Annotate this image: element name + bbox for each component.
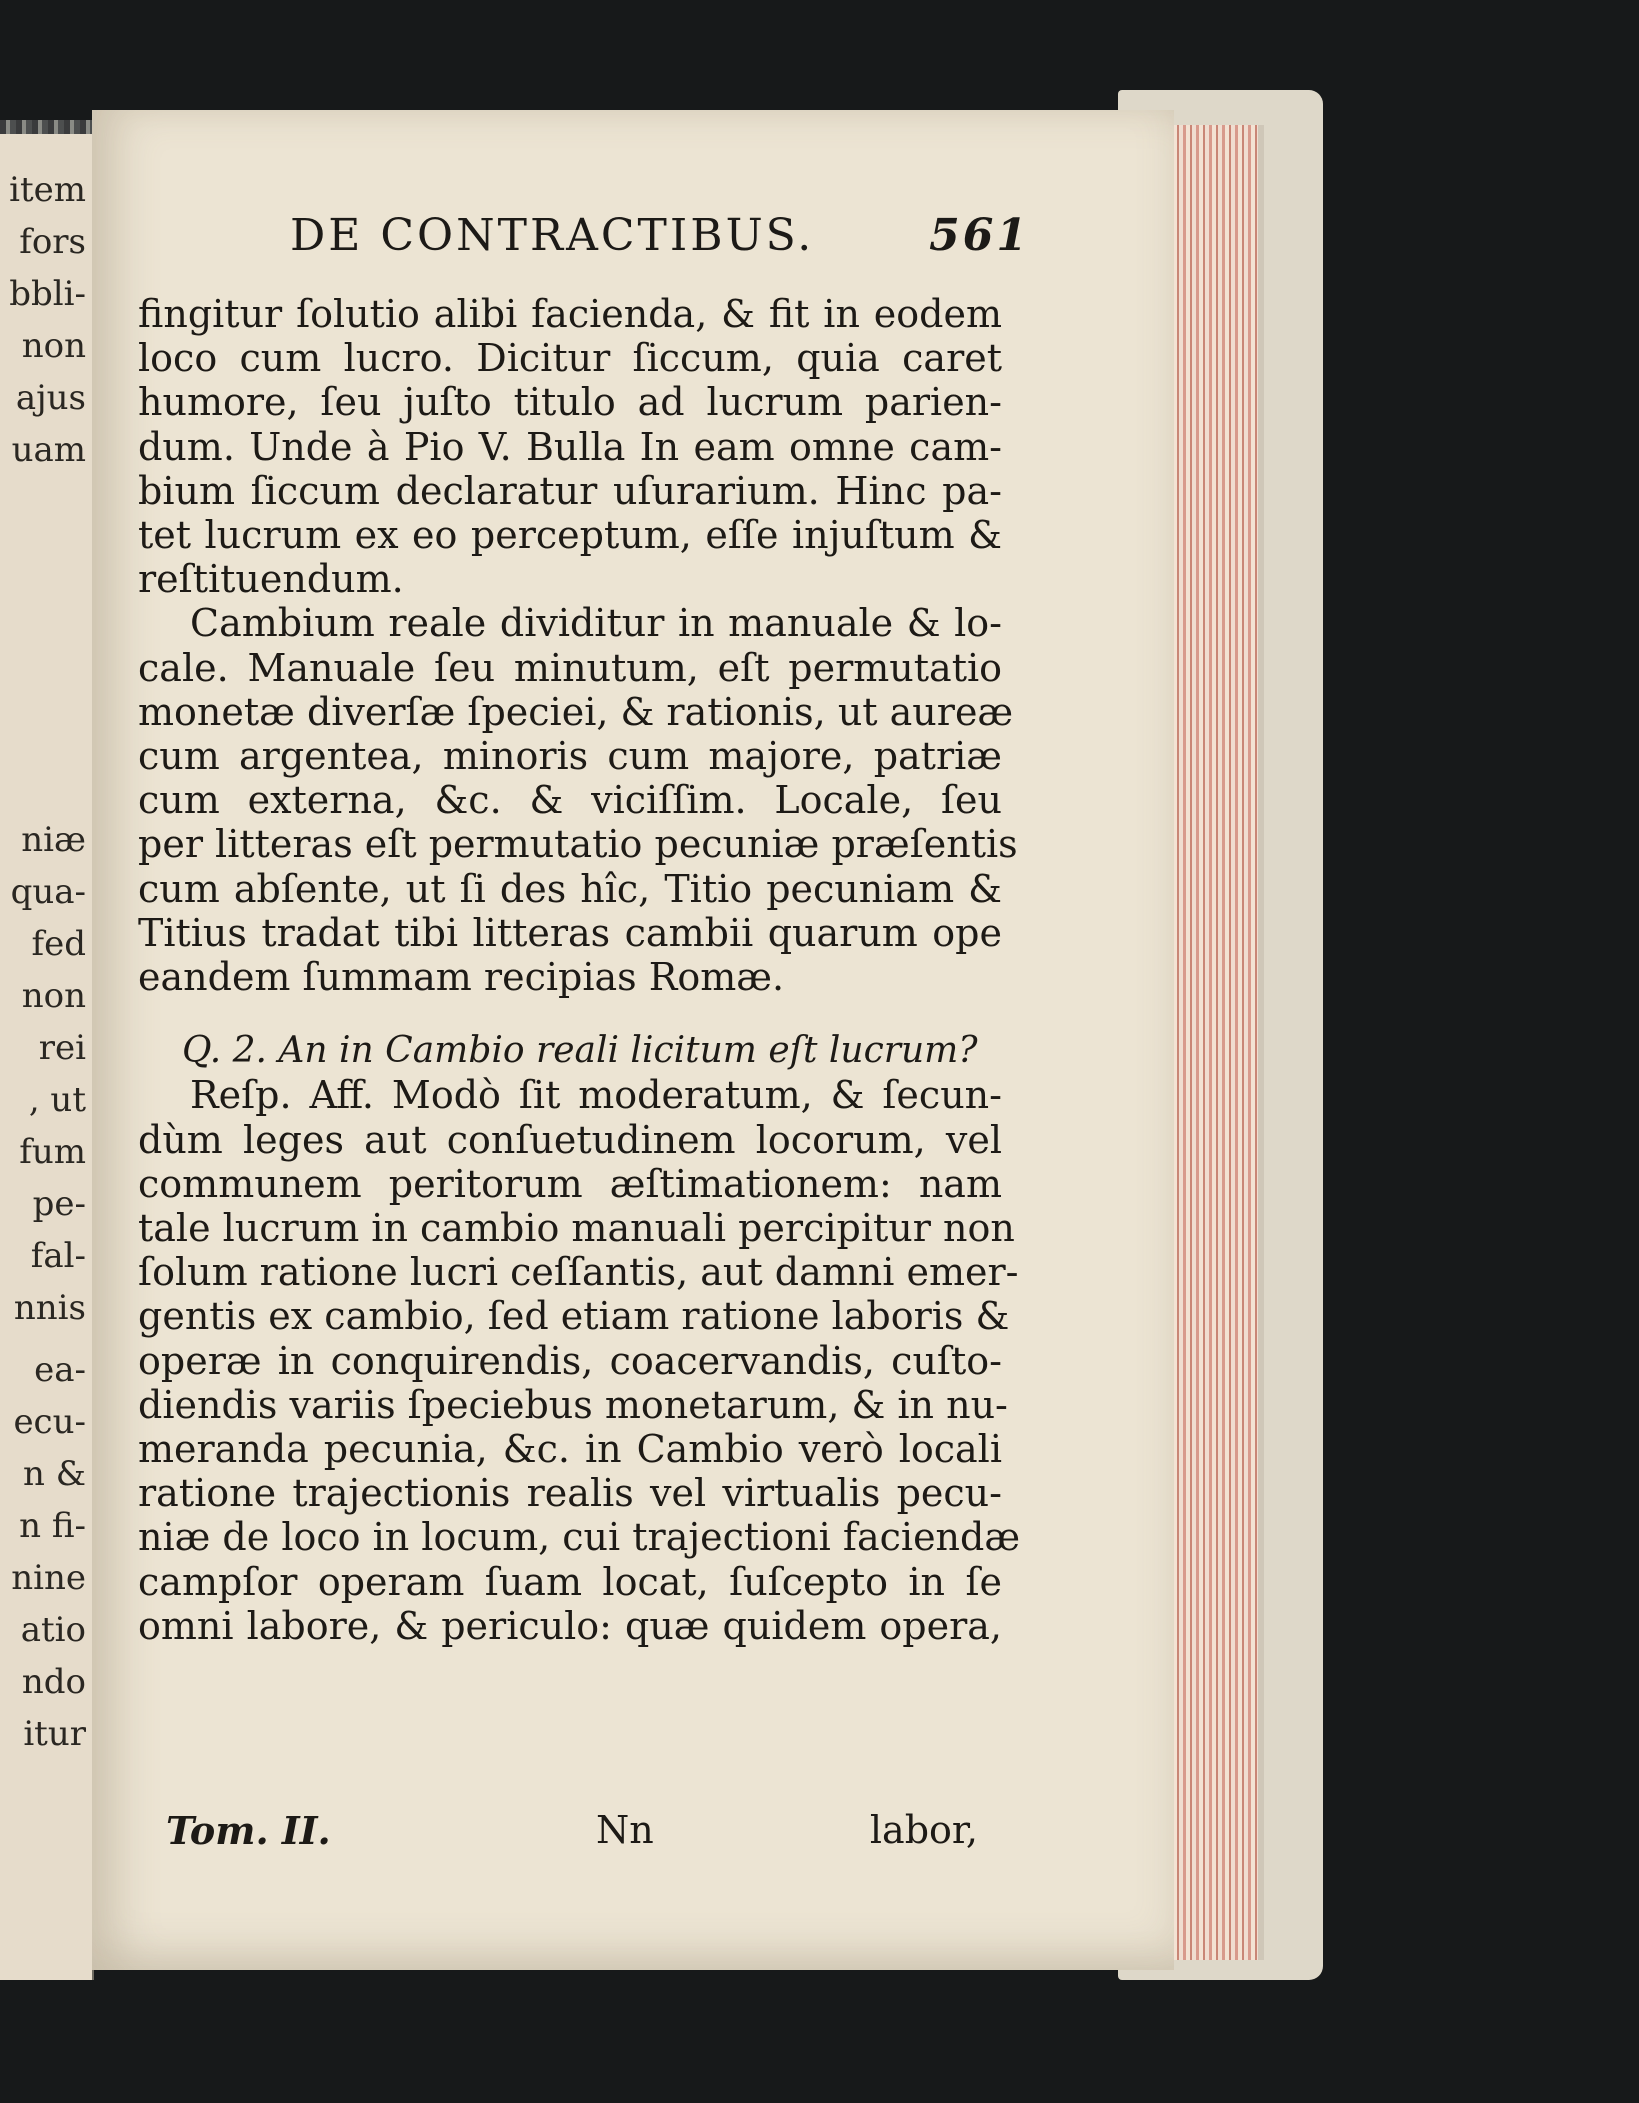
facing-page-word: bbli- <box>9 274 86 314</box>
paragraph-2 <box>138 601 1018 1000</box>
facing-page-word: atio <box>20 1610 86 1650</box>
running-title: DE CONTRACTIBUS. <box>290 210 815 261</box>
gathering-mark: Nn <box>596 1808 654 1852</box>
page-number: 561 <box>929 210 1030 261</box>
text-line: campſor operam ſuam locat, ſuſcepto in ſe <box>138 1559 1002 1604</box>
text-line: cale. Manuale ſeu minutum, eſt permutatio <box>138 645 1002 690</box>
text-line: dùm leges aut conſuetudinem locorum, vel <box>138 1117 1002 1162</box>
text-line: reſtituendum. <box>138 557 404 602</box>
text-line: humore, ſeu juſto titulo ad lucrum parien- <box>138 380 1002 425</box>
binding-spine <box>0 120 92 134</box>
facing-page-word: ecu- <box>13 1402 86 1442</box>
text-line: ſolum ratione lucri ceſſantis, aut damni emer- <box>138 1250 1019 1295</box>
text-line: Titius tradat tibi litteras cambii quarum ope <box>138 910 1002 955</box>
facing-page-word: item <box>9 170 86 210</box>
facing-page-word: fed <box>31 924 86 964</box>
facing-page-word: n fi- <box>19 1506 86 1546</box>
facing-page-word: nnis <box>13 1288 86 1328</box>
facing-page-word: qua- <box>10 872 86 912</box>
volume-signature: Tom. II. <box>166 1808 331 1853</box>
facing-page-word: non <box>21 326 86 366</box>
facing-page-word: fors <box>19 222 86 262</box>
facing-page-word: niæ <box>21 820 86 860</box>
text-line: communem peritorum æſtimationem: nam <box>138 1161 1002 1206</box>
catchword: labor, <box>869 1808 978 1852</box>
text-line: omni labore, & periculo: quæ quidem opera, <box>138 1603 1002 1648</box>
text-line: cum externa, &c. & viciſſim. Locale, ſeu <box>138 778 1002 823</box>
facing-page-word: nine <box>11 1558 86 1598</box>
main-text-block <box>138 292 1021 1648</box>
red-page-edges <box>1170 125 1264 1960</box>
text-line: tale lucrum in cambio manuali percipitur non <box>138 1206 1015 1251</box>
facing-page-word: n & <box>23 1454 86 1494</box>
facing-page-word: ajus <box>15 378 86 418</box>
facing-page-word: itur <box>23 1714 86 1754</box>
facing-page-word: non <box>21 976 86 1016</box>
text-line: diendis variis ſpeciebus monetarum, & in nu- <box>138 1382 1008 1427</box>
facing-page-word: ea- <box>34 1350 86 1390</box>
text-line: cum argentea, minoris cum majore, patriæ <box>138 734 1002 779</box>
facing-page-word: , ut <box>28 1080 86 1120</box>
text-line: ratione trajectionis realis vel virtualis pecu- <box>138 1471 1002 1516</box>
text-line: bium ſiccum declaratur uſurarium. Hinc pa- <box>138 468 1002 513</box>
text-line: niæ de loco in locum, cui trajectioni faciendæ <box>138 1515 1021 1560</box>
text-line: dum. Unde à Pio V. Bulla In eam omne cam- <box>138 424 1002 469</box>
text-line: monetæ diverſæ ſpeciei, & rationis, ut aureæ <box>138 689 1014 734</box>
text-line: Cambium reale dividitur in manuale & lo- <box>190 601 1002 646</box>
running-head <box>290 210 1030 270</box>
facing-page-word: fal- <box>30 1236 86 1276</box>
text-line: Reſp. Aff. Modò ſit moderatum, & ſecun- <box>190 1073 1002 1118</box>
facing-page-word: fum <box>19 1132 86 1172</box>
text-line: fingitur ſolutio alibi facienda, & fit in eodem <box>138 292 1002 336</box>
facing-page-fragment <box>0 120 94 1980</box>
page-footer <box>166 1808 978 1858</box>
question-heading: Q. 2. An in Cambio reali licitum eſt lucrum? <box>182 1030 978 1072</box>
facing-page-word: rei <box>38 1028 86 1068</box>
paragraph-1 <box>138 292 1002 601</box>
facing-page-word: ndo <box>21 1662 86 1702</box>
facing-page-word: uam <box>11 430 86 470</box>
text-line: meranda pecunia, &c. in Cambio verò locali <box>138 1427 1002 1472</box>
text-line: loco cum lucro. Dicitur ſiccum, quia caret <box>138 336 1002 381</box>
text-line: per litteras eſt permutatio pecuniæ præſentis <box>138 822 1018 867</box>
text-line: tet lucrum ex eo perceptum, eſſe injuſtum & <box>138 513 1002 558</box>
text-line: eandem ſummam recipias Romæ. <box>138 955 785 1000</box>
text-line: cum abſente, ut ſi des hîc, Titio pecuniam & <box>138 866 1002 911</box>
text-line: operæ in conquirendis, coacervandis, cuſto- <box>138 1338 1002 1383</box>
answer-paragraph <box>138 1073 1021 1648</box>
facing-page-word: pe- <box>32 1184 86 1224</box>
text-line: gentis ex cambio, ſed etiam ratione laboris & <box>138 1294 1010 1339</box>
